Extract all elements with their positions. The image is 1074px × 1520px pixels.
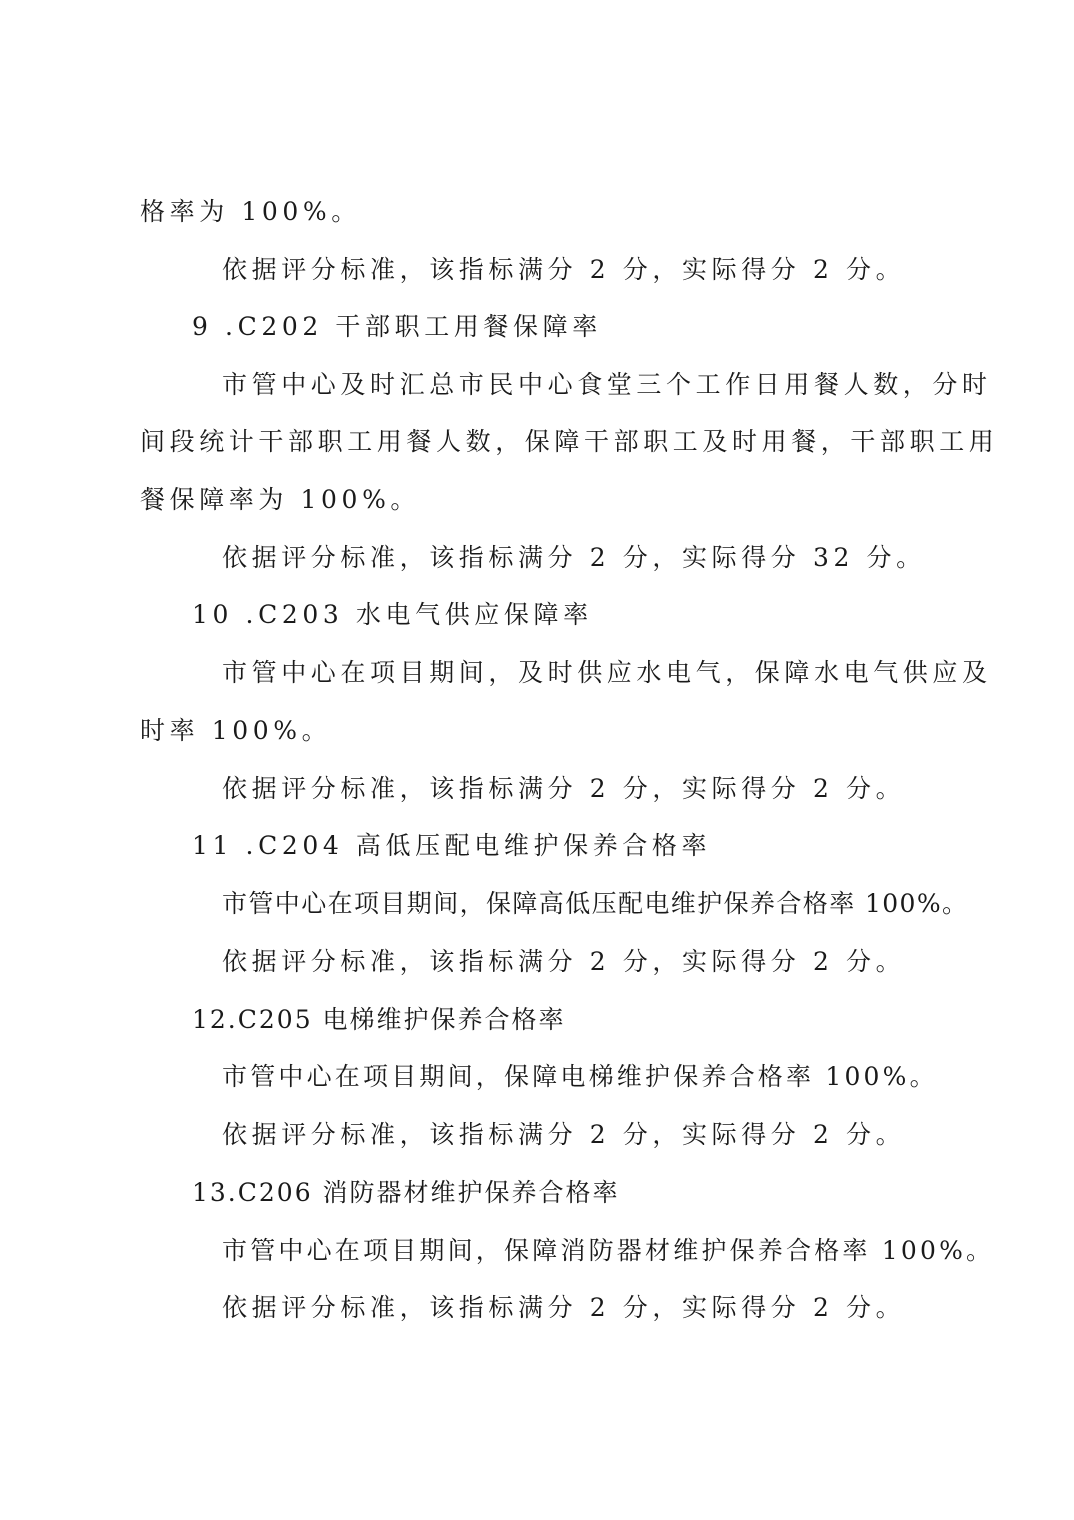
section-heading: 12.C205 电梯维护保养合格率 <box>192 1005 566 1034</box>
score-statement: 依据评分标准，该指标满分 2 分，实际得分 2 分。 <box>222 1120 906 1149</box>
score-statement: 依据评分标准，该指标满分 2 分，实际得分 2 分。 <box>222 255 906 284</box>
paragraph-line: 间段统计干部职工用餐人数，保障干部职工及时用餐，干部职工用 <box>140 427 999 456</box>
paragraph-line: 餐保障率为 100%。 <box>140 485 421 514</box>
paragraph-line: 市管中心在项目期间，保障高低压配电维护保养合格率 100%。 <box>222 889 969 918</box>
paragraph-line: 市管中心在项目期间，保障消防器材维护保养合格率 100%。 <box>222 1236 995 1265</box>
section-heading: 9 .C202 干部职工用餐保障率 <box>192 312 602 341</box>
section-heading: 11 .C204 高低压配电维护保养合格率 <box>192 831 712 860</box>
paragraph-continuation: 格率为 100%。 <box>140 197 361 226</box>
paragraph-line: 市管中心及时汇总市民中心食堂三个工作日用餐人数，分时 <box>222 370 992 399</box>
score-statement: 依据评分标准，该指标满分 2 分，实际得分 2 分。 <box>222 774 906 803</box>
paragraph-line: 市管中心在项目期间，及时供应水电气，保障水电气供应及 <box>222 658 992 687</box>
score-statement: 依据评分标准，该指标满分 2 分，实际得分 32 分。 <box>222 543 926 572</box>
paragraph-line: 时率 100%。 <box>140 716 332 745</box>
section-heading: 10 .C203 水电气供应保障率 <box>192 600 593 629</box>
paragraph-line: 市管中心在项目期间，保障电梯维护保养合格率 100%。 <box>222 1062 938 1091</box>
score-statement: 依据评分标准，该指标满分 2 分，实际得分 2 分。 <box>222 947 906 976</box>
section-heading: 13.C206 消防器材维护保养合格率 <box>192 1178 620 1207</box>
score-statement: 依据评分标准，该指标满分 2 分，实际得分 2 分。 <box>222 1293 906 1322</box>
